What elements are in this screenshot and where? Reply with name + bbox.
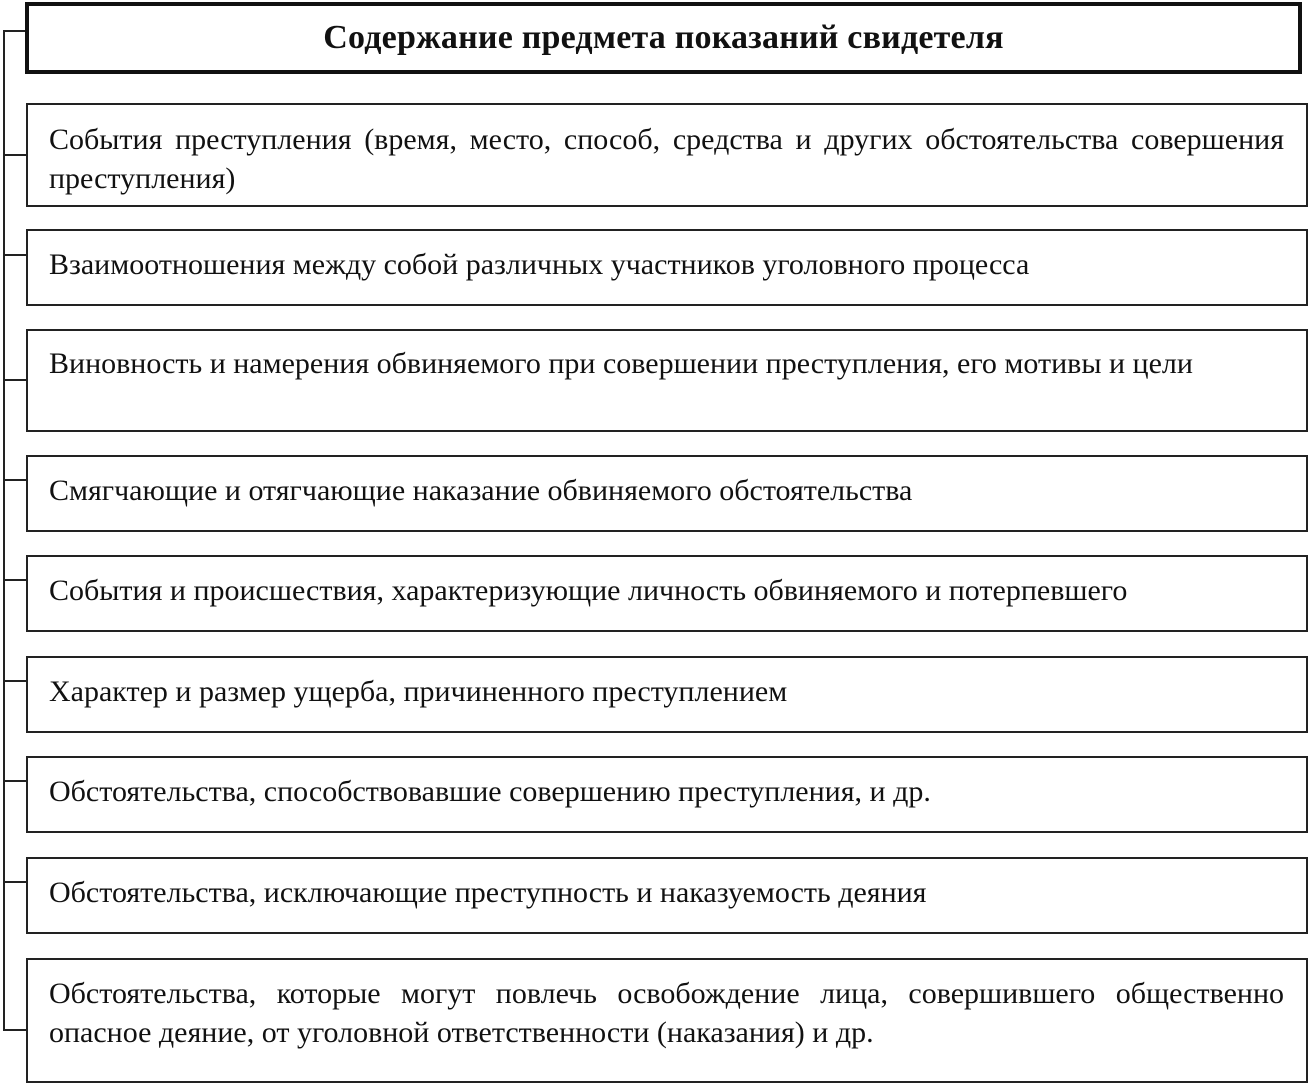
item-box-5 xyxy=(26,555,1308,632)
item-text: Характер и размер ущерба, причиненного преступлением xyxy=(49,675,788,708)
item-text: Обстоятельства, которые могут повлечь освобождение лица, совершившего общественно опасное деяние, от уголовной ответственности (наказания) и др. xyxy=(49,977,1284,1049)
connector-tick xyxy=(3,1029,26,1031)
item-box-4 xyxy=(26,455,1308,532)
item-box-1 xyxy=(26,103,1308,207)
item-box-8 xyxy=(26,857,1308,934)
item-box-2 xyxy=(26,229,1308,306)
item-box-7 xyxy=(26,756,1308,833)
item-box-9 xyxy=(26,958,1308,1083)
item-text: Виновность и намерения обвиняемого при совершении преступления, его мотивы и цели xyxy=(49,347,1193,380)
connector-tick xyxy=(3,579,26,581)
item-text: События преступления (время, место, способ, средства и других обстоятельства совершения преступления) xyxy=(49,123,1284,195)
title-box xyxy=(25,2,1302,74)
item-box-6 xyxy=(26,656,1308,733)
item-text: Смягчающие и отягчающие наказание обвиняемого обстоятельства xyxy=(49,474,913,507)
connector-tick xyxy=(3,680,26,682)
connector-tick xyxy=(3,881,26,883)
item-text: Обстоятельства, способствовавшие совершению преступления, и др. xyxy=(49,775,931,808)
connector-tick xyxy=(3,254,26,256)
item-text: Взаимоотношения между собой различных участников уголовного процесса xyxy=(49,248,1030,281)
item-box-3 xyxy=(26,329,1308,432)
item-text: Обстоятельства, исключающие преступность и наказуемость деяния xyxy=(49,876,927,909)
connector-tick xyxy=(3,154,26,156)
connector-tick xyxy=(3,379,26,381)
connector-tick xyxy=(3,780,26,782)
diagram-title: Содержание предмета показаний свидетеля xyxy=(323,19,1004,56)
connector-tick-title xyxy=(3,30,26,32)
connector-tick xyxy=(3,479,26,481)
item-text: События и происшествия, характеризующие личность обвиняемого и потерпевшего xyxy=(49,574,1128,607)
